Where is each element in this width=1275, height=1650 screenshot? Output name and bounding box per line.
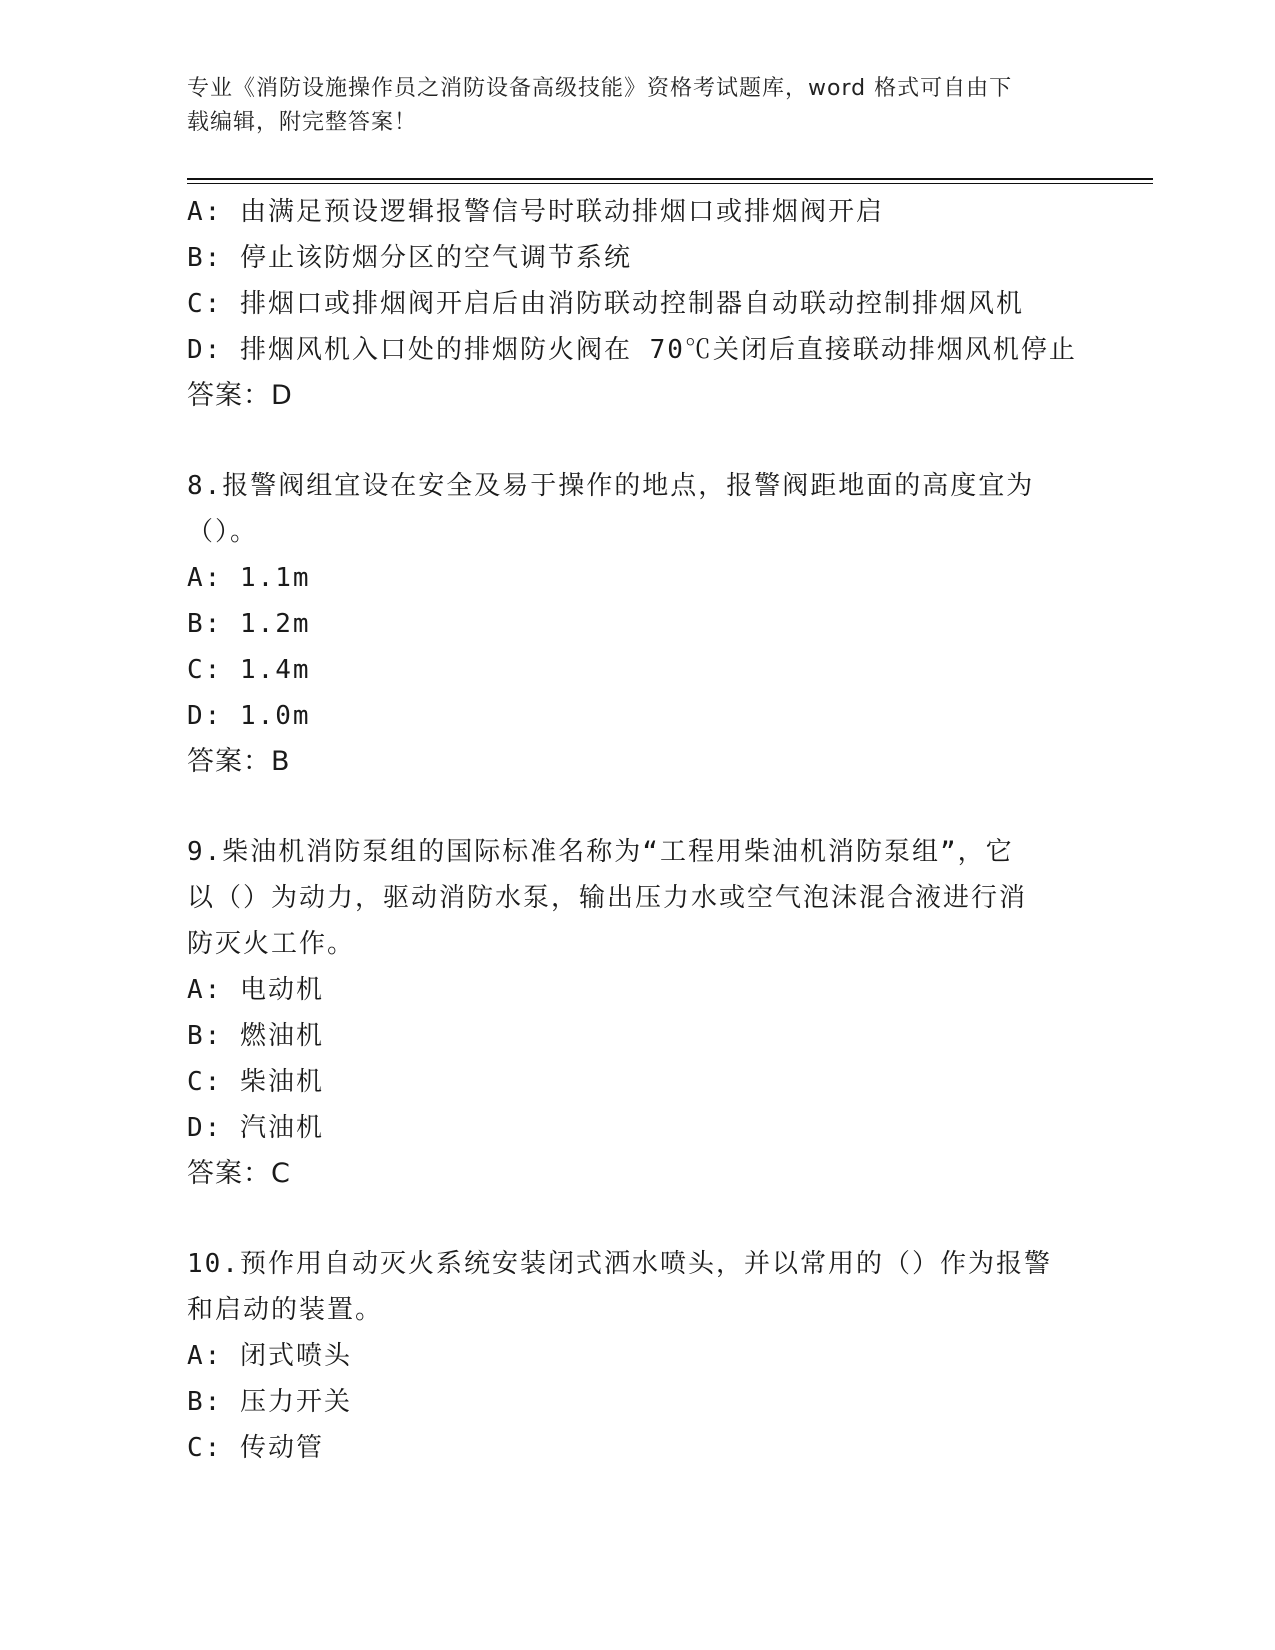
question-block (187, 463, 1087, 785)
answer-option: B: 压力开关 (187, 1387, 352, 1417)
answer-option: A: 电动机 (187, 975, 324, 1005)
answer-key: 答案：C (187, 1158, 291, 1189)
answer-option: B: 1.2m (187, 609, 311, 639)
answer-key: 答案：B (187, 746, 291, 777)
question-gap (187, 419, 1087, 463)
answer-option: B: 停止该防烟分区的空气调节系统 (187, 243, 632, 273)
answer-option: C: 排烟口或排烟阀开启后由消防联动控制器自动联动控制排烟风机 (187, 289, 1024, 319)
answer-option: D: 汽油机 (187, 1113, 324, 1143)
answer-option: C: 传动管 (187, 1433, 324, 1463)
header-line-2: 载编辑，附完整答案！ (187, 110, 418, 135)
answer-option: C: 柴油机 (187, 1067, 324, 1097)
question-gap (187, 1197, 1087, 1241)
question-block (187, 189, 1087, 419)
answer-option: A: 由满足预设逻辑报警信号时联动排烟口或排烟阀开启 (187, 197, 884, 227)
header-divider-thin (187, 183, 1153, 184)
question-block (187, 1241, 1087, 1471)
answer-key: 答案：D (187, 380, 293, 411)
question-block (187, 829, 1087, 1197)
question-stem-line: 和启动的装置。 (187, 1295, 384, 1325)
document-header (187, 72, 1087, 140)
answer-option: C: 1.4m (187, 655, 311, 685)
header-line-1: 专业《消防设施操作员之消防设备高级技能》资格考试题库，word 格式可自由下 (187, 76, 1013, 101)
answer-option: A: 1.1m (187, 563, 311, 593)
question-stem-line: 防灭火工作。 (187, 929, 356, 959)
question-stem-line: 8.报警阀组宜设在安全及易于操作的地点，报警阀距地面的高度宜为 (187, 471, 1035, 501)
question-stem-line: 10.预作用自动灭火系统安装闭式洒水喷头，并以常用的（）作为报警 (187, 1249, 1052, 1279)
answer-option: D: 1.0m (187, 701, 311, 731)
answer-option: B: 燃油机 (187, 1021, 324, 1051)
answer-option: D: 排烟风机入口处的排烟防火阀在 70℃关闭后直接联动排烟风机停止 (187, 335, 1077, 365)
answer-option: A: 闭式喷头 (187, 1341, 352, 1371)
header-divider-thick (187, 178, 1153, 180)
question-stem-line: 9.柴油机消防泵组的国际标准名称为“工程用柴油机消防泵组”，它 (187, 837, 1014, 867)
question-stem-line: （）。 (187, 517, 259, 547)
question-stem-line: 以（）为动力，驱动消防水泵，输出压力水或空气泡沫混合液进行消 (187, 883, 1028, 913)
question-list (187, 189, 1087, 1471)
question-gap (187, 785, 1087, 829)
